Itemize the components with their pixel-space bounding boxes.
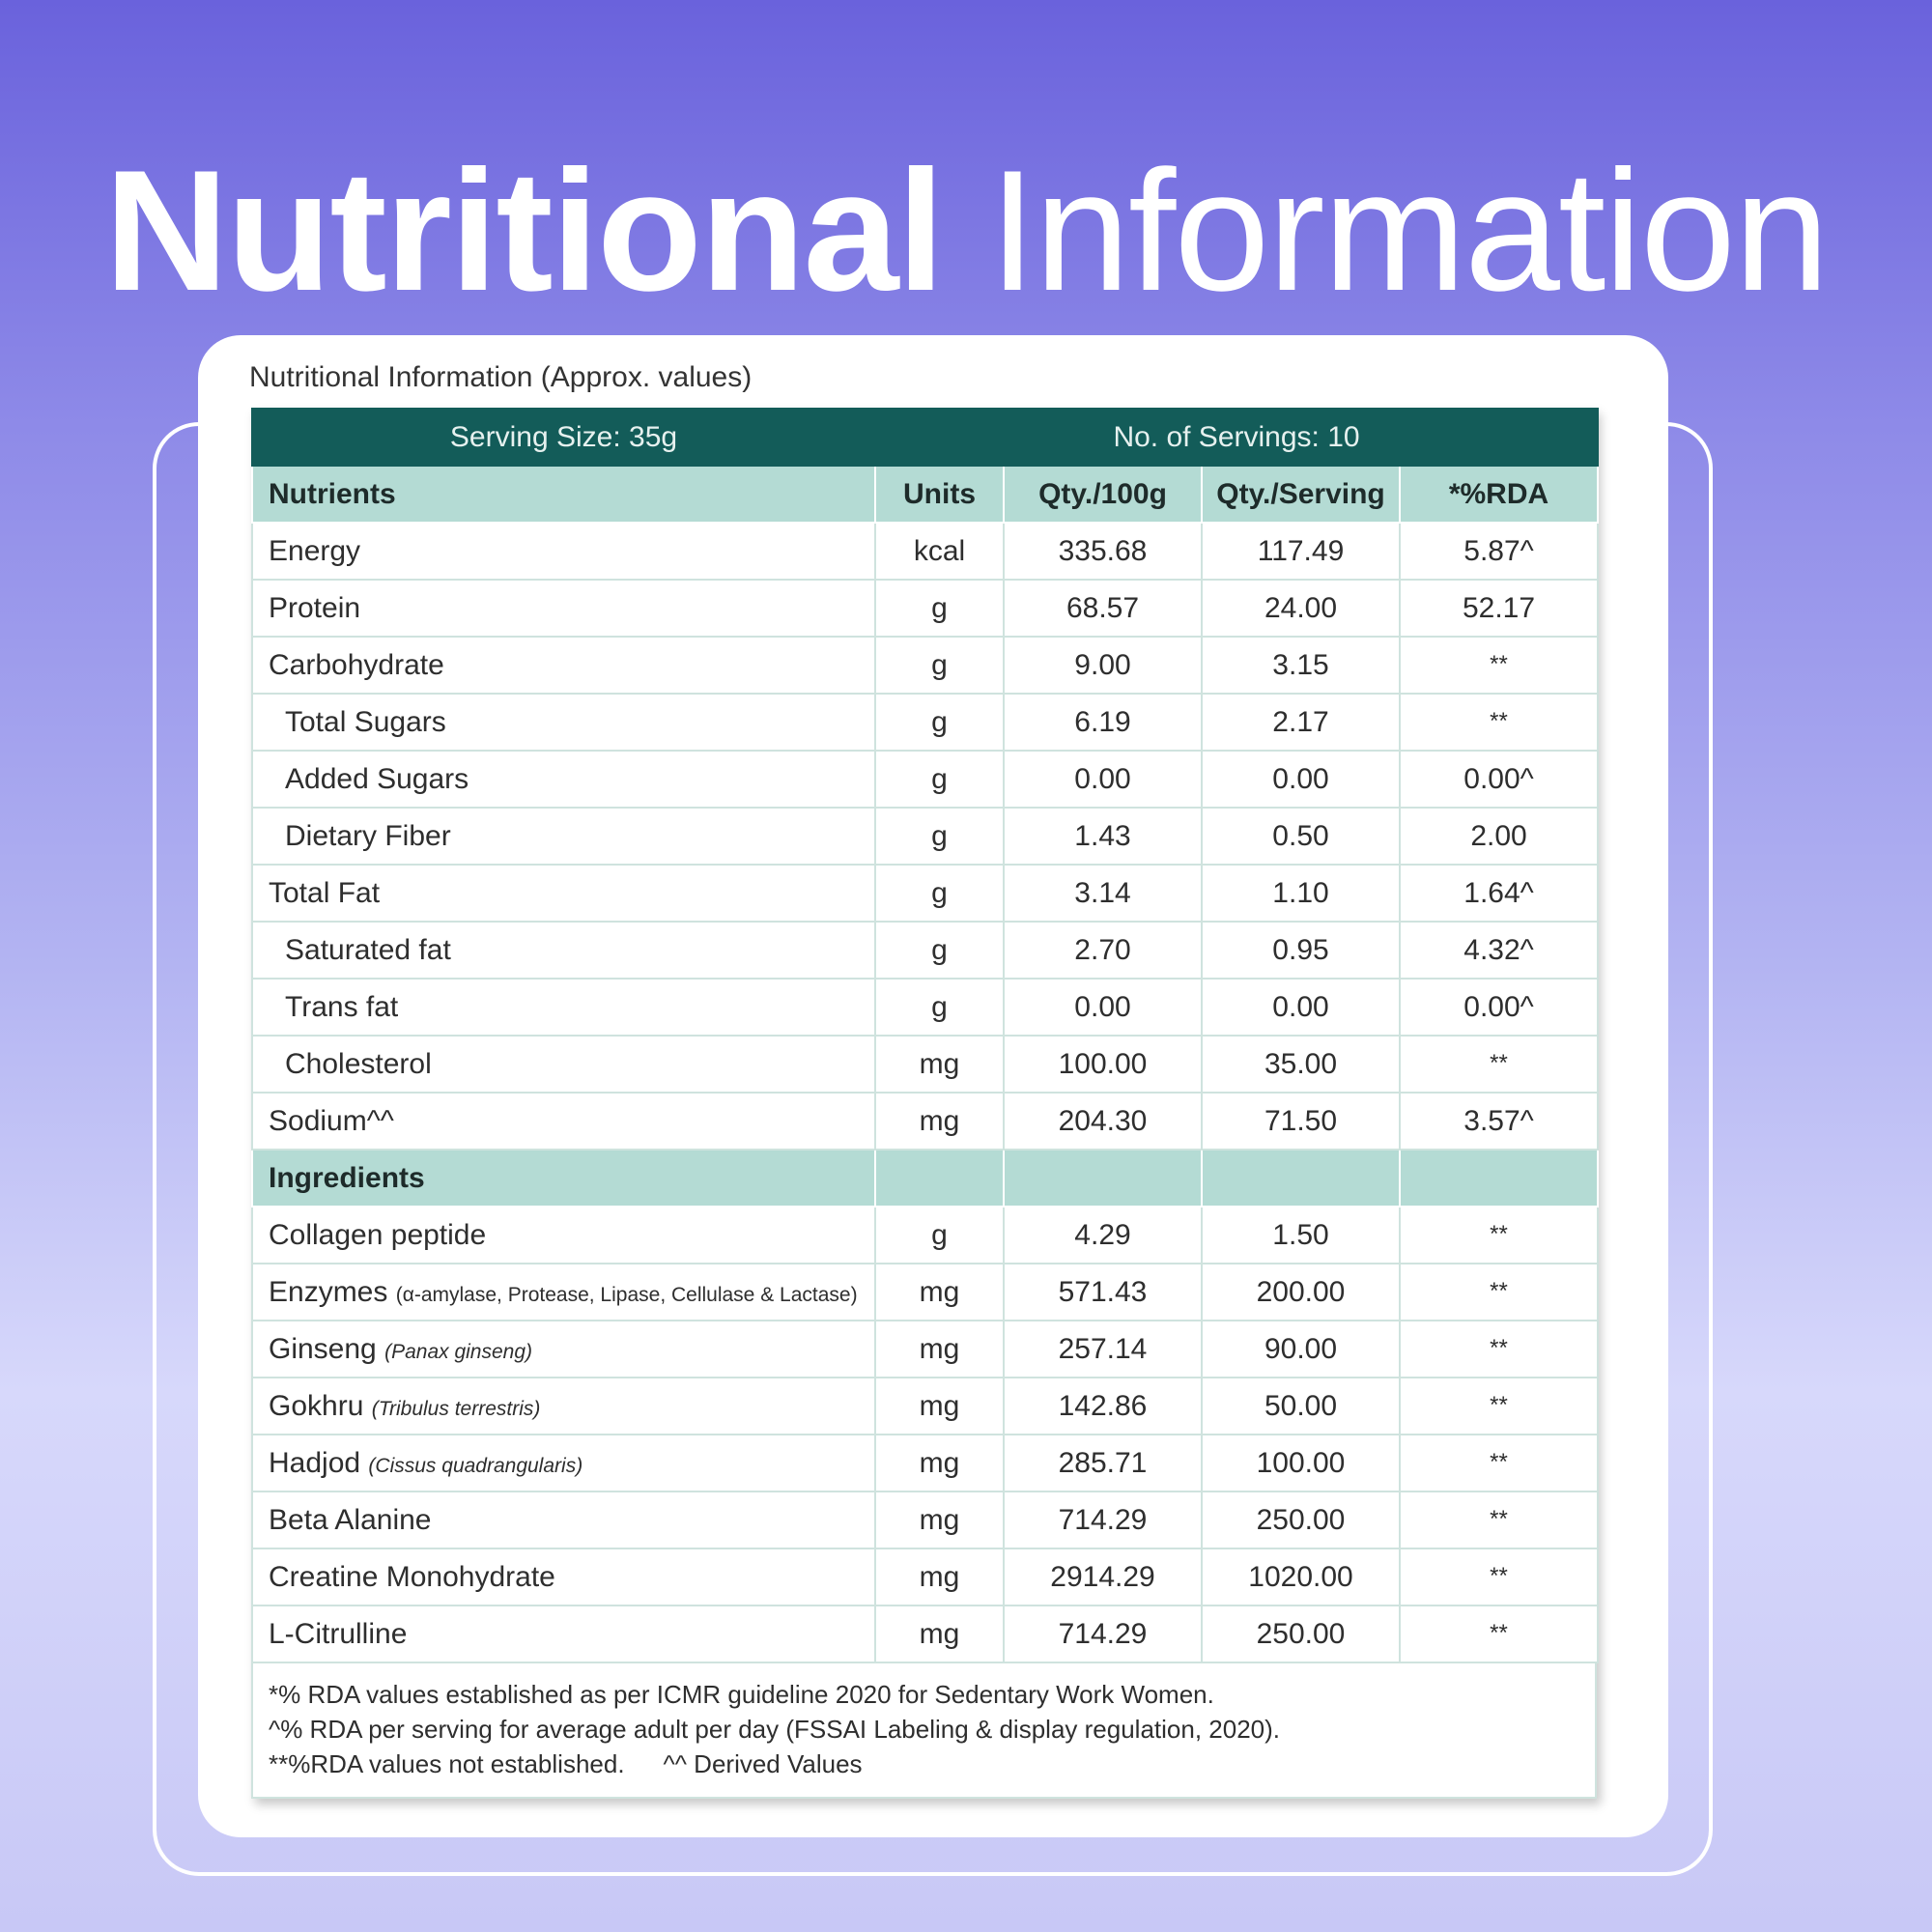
- ingredient-unit: g: [875, 1207, 1004, 1264]
- table-row: [252, 523, 1598, 580]
- ingredient-per100: 714.29: [1004, 1605, 1202, 1662]
- nutrient-name: Cholesterol: [252, 1036, 875, 1093]
- header-ingredients: Ingredients: [252, 1150, 875, 1207]
- ingredient-serving: 250.00: [1202, 1492, 1400, 1548]
- ingredient-name-cell: [252, 1207, 875, 1264]
- ingredient-name-cell: [252, 1492, 875, 1548]
- ingredient-name: Gokhru: [269, 1389, 364, 1422]
- nutrient-name: Carbohydrate: [252, 637, 875, 694]
- nutrient-rda: **: [1400, 694, 1598, 751]
- nutrient-serving: 0.95: [1202, 922, 1400, 979]
- nutrient-unit: kcal: [875, 523, 1004, 580]
- nutrient-rda: 0.00^: [1400, 751, 1598, 808]
- nutrient-rda: 1.64^: [1400, 865, 1598, 922]
- nutrient-per100: 0.00: [1004, 979, 1202, 1036]
- footnote-rda-icmr: *% RDA values established as per ICMR guideline 2020 for Sedentary Work Women.: [269, 1680, 1214, 1709]
- header-qty-serving: Qty./Serving: [1202, 466, 1400, 523]
- ingredient-name-cell: [252, 1264, 875, 1321]
- table-row: [252, 751, 1598, 808]
- table-row: [252, 1207, 1598, 1264]
- ingredient-name-cell: [252, 1435, 875, 1492]
- table-row: [252, 808, 1598, 865]
- nutrient-unit: g: [875, 637, 1004, 694]
- ingredient-unit: mg: [875, 1435, 1004, 1492]
- ingredient-rda: **: [1400, 1378, 1598, 1435]
- ingredient-note: (Cissus quadrangularis): [368, 1454, 583, 1477]
- nutrient-per100: 6.19: [1004, 694, 1202, 751]
- ingredient-name: Hadjod: [269, 1446, 361, 1479]
- ingredient-rda: **: [1400, 1435, 1598, 1492]
- ingredient-per100: 142.86: [1004, 1378, 1202, 1435]
- ingredient-unit: mg: [875, 1321, 1004, 1378]
- nutrient-serving: 3.15: [1202, 637, 1400, 694]
- page-headline: [0, 134, 1932, 327]
- table-row: [252, 1492, 1598, 1548]
- table-row: [252, 1093, 1598, 1150]
- nutrient-serving: 117.49: [1202, 523, 1400, 580]
- ingredient-serving: 50.00: [1202, 1378, 1400, 1435]
- nutrient-name: Energy: [252, 523, 875, 580]
- serving-info-row: [252, 409, 1598, 466]
- ingredient-rda: **: [1400, 1321, 1598, 1378]
- nutrient-serving: 24.00: [1202, 580, 1400, 637]
- nutrient-unit: g: [875, 580, 1004, 637]
- footnotes: [251, 1663, 1597, 1799]
- nutrient-rda: 4.32^: [1400, 922, 1598, 979]
- serving-size: Serving Size: 35g: [252, 409, 875, 466]
- nutrient-rda: 52.17: [1400, 580, 1598, 637]
- table-row: [252, 1036, 1598, 1093]
- nutrient-per100: 100.00: [1004, 1036, 1202, 1093]
- ingredient-serving: 250.00: [1202, 1605, 1400, 1662]
- ingredient-serving: 200.00: [1202, 1264, 1400, 1321]
- ingredient-unit: mg: [875, 1605, 1004, 1662]
- nutrient-serving: 1.10: [1202, 865, 1400, 922]
- ingredient-note: (Tribulus terrestris): [371, 1397, 541, 1420]
- ingredients-header-row: [252, 1150, 1598, 1207]
- nutrition-table-container: [251, 408, 1597, 1799]
- ingredient-unit: mg: [875, 1548, 1004, 1605]
- nutrient-per100: 335.68: [1004, 523, 1202, 580]
- nutrient-serving: 0.00: [1202, 979, 1400, 1036]
- nutrient-unit: g: [875, 922, 1004, 979]
- ingredient-rda: **: [1400, 1264, 1598, 1321]
- nutrient-rda: 3.57^: [1400, 1093, 1598, 1150]
- ingredient-name: L-Citrulline: [269, 1617, 408, 1650]
- ingredient-note: (Panax ginseng): [384, 1340, 533, 1363]
- nutrient-name: Added Sugars: [252, 751, 875, 808]
- ingredient-name: Creatine Monohydrate: [269, 1560, 555, 1593]
- nutrient-name: Total Sugars: [252, 694, 875, 751]
- table-row: [252, 979, 1598, 1036]
- ingredient-name: Collagen peptide: [269, 1218, 487, 1251]
- table-row: [252, 580, 1598, 637]
- ingredient-unit: mg: [875, 1264, 1004, 1321]
- table-row: [252, 865, 1598, 922]
- column-header-row: [252, 466, 1598, 523]
- footnote-derived: ^^ Derived Values: [663, 1749, 863, 1778]
- nutrient-per100: 68.57: [1004, 580, 1202, 637]
- nutrient-per100: 1.43: [1004, 808, 1202, 865]
- header-nutrients: Nutrients: [252, 466, 875, 523]
- ingredient-per100: 285.71: [1004, 1435, 1202, 1492]
- nutrient-name: Total Fat: [252, 865, 875, 922]
- nutrient-unit: g: [875, 979, 1004, 1036]
- ingredient-name-cell: [252, 1321, 875, 1378]
- nutrition-table: [251, 408, 1599, 1663]
- table-row: [252, 922, 1598, 979]
- nutrient-rda: **: [1400, 637, 1598, 694]
- table-caption: Nutritional Information (Approx. values): [249, 361, 753, 393]
- nutrient-serving: 0.00: [1202, 751, 1400, 808]
- ingredient-per100: 714.29: [1004, 1492, 1202, 1548]
- nutrient-unit: g: [875, 808, 1004, 865]
- ingredient-name: Beta Alanine: [269, 1503, 432, 1536]
- ingredient-name-cell: [252, 1378, 875, 1435]
- nutrient-serving: 2.17: [1202, 694, 1400, 751]
- nutrient-rda: 2.00: [1400, 808, 1598, 865]
- nutrient-name: Sodium^^: [252, 1093, 875, 1150]
- ingredient-per100: 571.43: [1004, 1264, 1202, 1321]
- table-row: [252, 1321, 1598, 1378]
- headline-bold: Nutritional: [104, 134, 943, 327]
- table-row: [252, 1264, 1598, 1321]
- servings-count: No. of Servings: 10: [875, 409, 1598, 466]
- nutrient-name: Saturated fat: [252, 922, 875, 979]
- ingredient-name-cell: [252, 1548, 875, 1605]
- ingredient-rda: **: [1400, 1492, 1598, 1548]
- footnote-not-established: **%RDA values not established.: [269, 1749, 625, 1778]
- ingredient-per100: 257.14: [1004, 1321, 1202, 1378]
- nutrient-unit: g: [875, 751, 1004, 808]
- ingredient-rda: **: [1400, 1207, 1598, 1264]
- nutrient-name: Protein: [252, 580, 875, 637]
- nutrient-per100: 204.30: [1004, 1093, 1202, 1150]
- nutrient-per100: 9.00: [1004, 637, 1202, 694]
- nutrient-per100: 2.70: [1004, 922, 1202, 979]
- footnote-rda-fssai: ^% RDA per serving for average adult per day (FSSAI Labeling & display regulation, 2020).: [269, 1715, 1280, 1744]
- table-row: [252, 1548, 1598, 1605]
- headline-light: Information: [988, 134, 1828, 327]
- nutrient-rda: 0.00^: [1400, 979, 1598, 1036]
- ingredient-rda: **: [1400, 1548, 1598, 1605]
- nutrient-serving: 0.50: [1202, 808, 1400, 865]
- ingredient-serving: 100.00: [1202, 1435, 1400, 1492]
- ingredient-name: Enzymes: [269, 1275, 388, 1308]
- footnote-row-3: [269, 1747, 1579, 1781]
- ingredient-note: (α-amylase, Protease, Lipase, Cellulase & Lactase): [395, 1283, 858, 1306]
- nutrient-serving: 35.00: [1202, 1036, 1400, 1093]
- table-row: [252, 637, 1598, 694]
- nutrient-rda: 5.87^: [1400, 523, 1598, 580]
- header-qty-100g: Qty./100g: [1004, 466, 1202, 523]
- nutrient-unit: mg: [875, 1093, 1004, 1150]
- nutrient-serving: 71.50: [1202, 1093, 1400, 1150]
- nutrient-rda: **: [1400, 1036, 1598, 1093]
- ingredient-per100: 2914.29: [1004, 1548, 1202, 1605]
- ingredient-per100: 4.29: [1004, 1207, 1202, 1264]
- table-row: [252, 1605, 1598, 1662]
- ingredient-rda: **: [1400, 1605, 1598, 1662]
- ingredient-unit: mg: [875, 1492, 1004, 1548]
- ingredient-unit: mg: [875, 1378, 1004, 1435]
- ingredient-name-cell: [252, 1605, 875, 1662]
- nutrient-unit: g: [875, 694, 1004, 751]
- table-row: [252, 1378, 1598, 1435]
- ingredient-serving: 1020.00: [1202, 1548, 1400, 1605]
- nutrient-name: Dietary Fiber: [252, 808, 875, 865]
- header-units: Units: [875, 466, 1004, 523]
- nutrient-per100: 0.00: [1004, 751, 1202, 808]
- table-row: [252, 1435, 1598, 1492]
- nutrient-unit: g: [875, 865, 1004, 922]
- ingredient-serving: 1.50: [1202, 1207, 1400, 1264]
- header-rda: *%RDA: [1400, 466, 1598, 523]
- nutrient-unit: mg: [875, 1036, 1004, 1093]
- nutrient-per100: 3.14: [1004, 865, 1202, 922]
- ingredient-name: Ginseng: [269, 1332, 377, 1365]
- table-row: [252, 694, 1598, 751]
- ingredient-serving: 90.00: [1202, 1321, 1400, 1378]
- nutrient-name: Trans fat: [252, 979, 875, 1036]
